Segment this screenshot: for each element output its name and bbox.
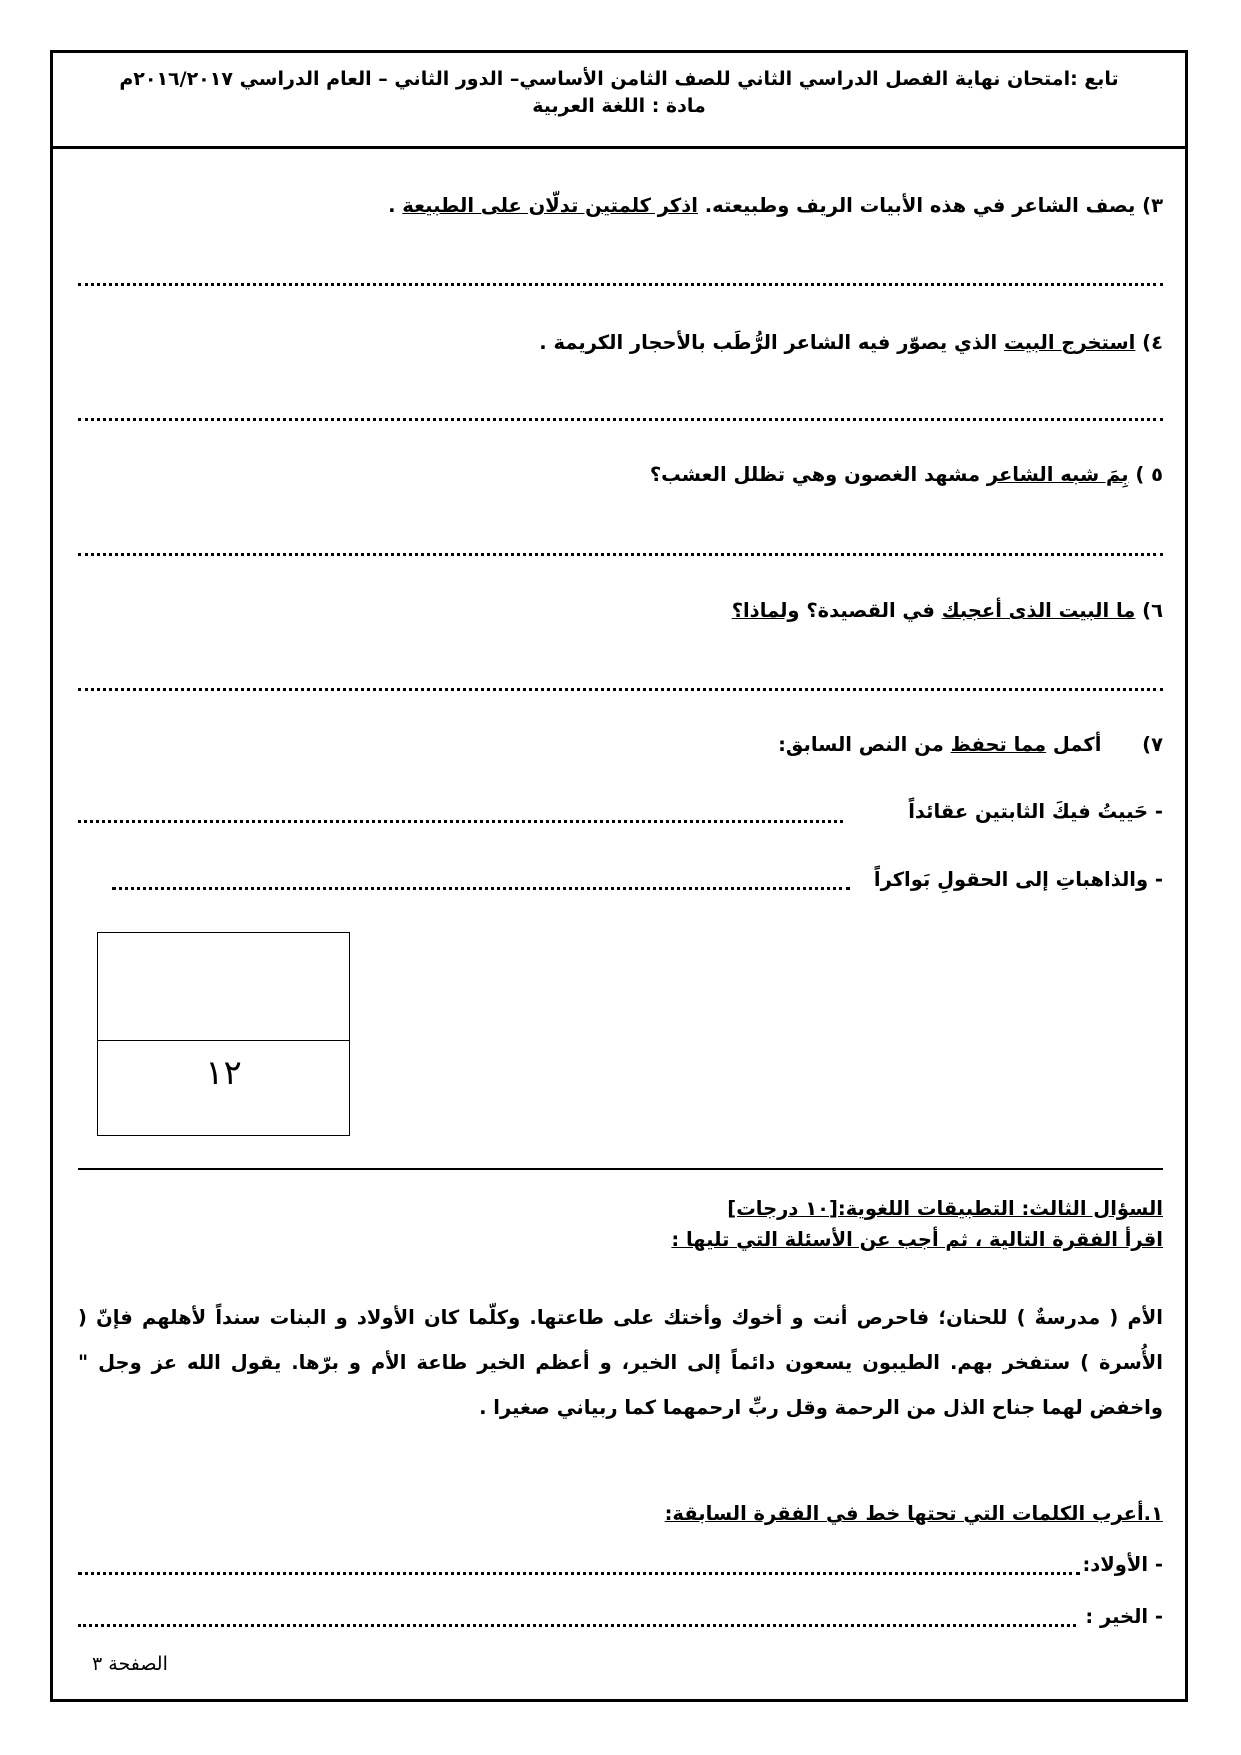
verse-fill-2[interactable] [112,887,850,890]
verse-fill-1[interactable] [78,820,843,823]
question-6: ٦) ما البيت الذى أعجبك في القصيدة؟ ولماذا؟ [731,599,1163,622]
exam-header [50,50,1188,149]
section-3-title: السؤال الثالث: التطبيقات اللغوية:[١٠ درجات] [727,1197,1163,1220]
answer-line-q6[interactable] [78,688,1163,691]
section-3-question-1: ١.أعرب الكلمات التي تحتها خط في الفقرة السابقة: [664,1502,1163,1525]
answer-line-q5[interactable] [78,553,1163,556]
section-3-instruction: اقرأ الفقرة التالية ، ثم أجب عن الأسئلة التي تليها : [671,1228,1163,1251]
score-box [97,932,350,1136]
parse-item-2: - الخير : [1085,1605,1163,1628]
answer-line-q3[interactable] [78,283,1163,286]
question-7: ٧) أكمل مما تحفظ من النص السابق: [778,733,1163,756]
verse-line-2: - والذاهباتِ إلى الحقولِ بَواكراً [873,868,1163,891]
exam-subject: مادة : اللغة العربية [532,95,706,117]
section-divider [78,1168,1163,1170]
parse-fill-1[interactable] [78,1572,1080,1575]
page-number: الصفحة ٣ [92,1653,168,1675]
verse-line-1: - حَييتُ فيكَ الثابتين عقائداً [908,800,1163,823]
answer-line-q4[interactable] [78,418,1163,421]
reading-paragraph: الأم ( مدرسةٌ ) للحنان؛ فاحرص أنت و أخوك وأختك على طاعتها. وكلّما كان الأولاد و البنات سنداً لأهلهم فإنّ ( الأُسرة ) ستفخر بهم. الطيبون يسعون دائماً إلى الخير، و أعظم الخير طاعة الأم و برّها. يقول الله عز وجل " واخفض لهما جناح الذل من الرحمة وقل ربِّ ارحمهما كما ربياني صغيرا . [78,1306,1163,1419]
parse-fill-2[interactable] [78,1624,1076,1627]
question-3: ٣) يصف الشاعر في هذه الأبيات الريف وطبيعته. اذكر كلمتين تدلّان على الطبيعة . [388,194,1163,217]
score-value: ١٢ [205,1053,242,1093]
question-5: ٥ ) بِمَ شبه الشاعر مشهد الغصون وهي تظلل العشب؟ [649,463,1163,486]
exam-title: تابع :امتحان نهاية الفصل الدراسي الثاني للصف الثامن الأساسي– الدور الثاني – العام الدراسي ٢٠١٦/٢٠١٧م [119,68,1119,90]
score-divider [98,1040,349,1041]
parse-item-1: - الأولاد: [1082,1553,1163,1576]
question-4: ٤) استخرج البيت الذي يصوّر فيه الشاعر الرُّطَب بالأحجار الكريمة . [539,331,1163,354]
